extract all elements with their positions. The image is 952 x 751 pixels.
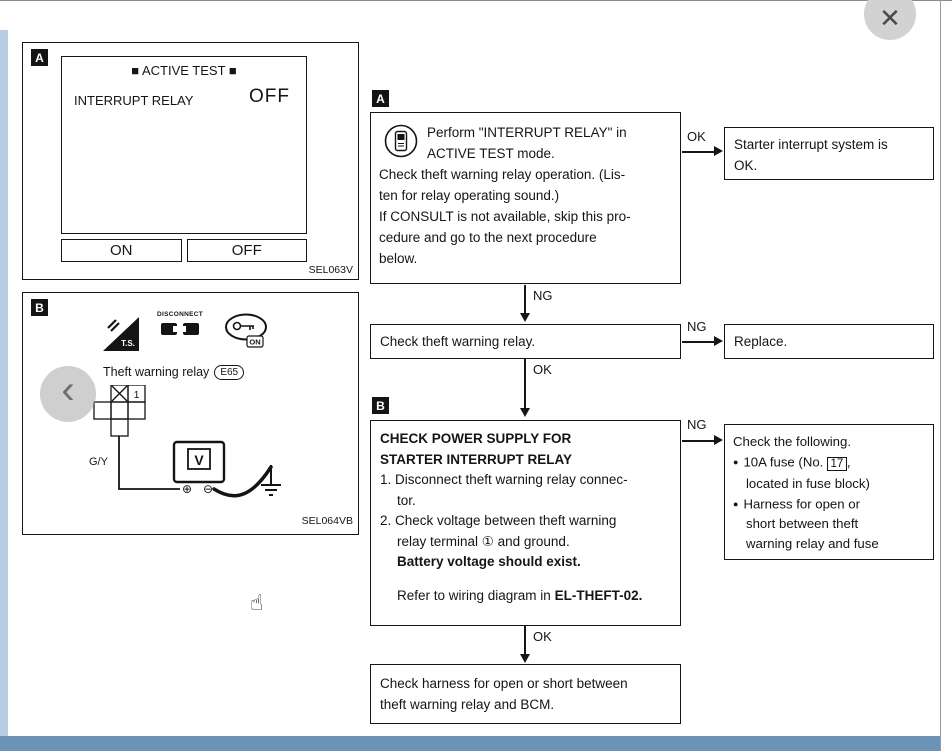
refer-text: Refer to wiring diagram in (397, 587, 555, 603)
step-line: Perform "INTERRUPT RELAY" in (427, 125, 627, 140)
step-line: 1. Disconnect theft warning relay connec- (380, 472, 628, 487)
refer-code: EL-THEFT-02. (554, 587, 643, 603)
result-line: Replace. (734, 334, 788, 349)
flow-connector (524, 626, 526, 655)
bullet-text: 10A fuse (No. (743, 454, 828, 470)
bullet-text: , (846, 454, 851, 470)
step-line: Check harness for open or short between (380, 676, 628, 691)
flow-result-check-following (724, 424, 934, 560)
flow-step-check-harness (370, 664, 681, 724)
arrow-right-icon (714, 336, 723, 346)
step-title: STARTER INTERRUPT RELAY (380, 451, 573, 467)
ok-label: OK (533, 629, 552, 644)
flow-connector (524, 285, 526, 314)
ng-label: NG (687, 417, 707, 432)
step-line: theft warning relay and BCM. (380, 697, 555, 712)
ng-label: NG (687, 319, 707, 334)
result-line: short between theft (746, 516, 859, 531)
step-line: Check theft warning relay. (380, 334, 536, 349)
arrow-down-icon (520, 313, 530, 322)
bullet-text: Harness for open or (743, 496, 860, 511)
ng-label: NG (533, 288, 553, 303)
disconnect-icon (147, 311, 213, 345)
relay-label: INTERRUPT RELAY (74, 93, 194, 108)
consult-device-icon (384, 124, 418, 161)
consult-buttons-row (61, 239, 307, 262)
step-refer-line (397, 586, 671, 607)
flow-step-consult-test (370, 112, 681, 284)
step-line: below. (379, 251, 418, 266)
step-title: CHECK POWER SUPPLY FOR (380, 431, 572, 446)
step-line: tor. (397, 492, 416, 508)
step-line: 2. Check voltage between theft warning (380, 513, 617, 528)
step-line: relay terminal ① and ground. (397, 533, 570, 549)
result-bullet-line (733, 494, 925, 515)
bottom-blue-strip (0, 736, 941, 751)
voltmeter-check-diagram (81, 385, 306, 525)
flow-connector (524, 359, 526, 409)
bullet-icon: ● (733, 457, 739, 467)
top-edge-line (0, 0, 952, 1)
flow-result-replace (724, 324, 934, 359)
arrow-down-icon (520, 408, 530, 417)
step-line: cedure and go to the next procedure (379, 230, 597, 245)
svg-text:⊖: ⊖ (202, 482, 214, 496)
panel-a-badge: A (31, 49, 48, 66)
result-bullet-line (733, 452, 925, 474)
connector-code-badge: E65 (214, 365, 244, 380)
ok-label: OK (687, 129, 706, 144)
consult-off-button: OFF (187, 239, 308, 262)
ignition-key-on-icon (223, 313, 269, 354)
flow-section-b-badge: B (372, 397, 389, 414)
relay-value: OFF (249, 86, 290, 107)
hand-cursor-icon: ☝ (250, 590, 264, 615)
flow-connector (682, 151, 715, 153)
disconnect-icon-label: DISCONNECT (157, 311, 203, 318)
close-button[interactable] (864, 0, 916, 40)
consult-on-button: ON (61, 239, 182, 262)
result-line: warning relay and fuse (746, 536, 879, 551)
bullet-icon: ● (733, 498, 739, 509)
step-line: If CONSULT is not available, skip this pro- (379, 209, 631, 224)
flow-connector (682, 440, 715, 442)
step-line: ACTIVE TEST mode. (427, 146, 555, 161)
figure-code-a: SEL063V (308, 264, 353, 276)
flow-step-power-supply (370, 420, 681, 626)
flow-result-system-ok (724, 127, 934, 180)
chevron-left-icon: ‹ (61, 367, 75, 412)
step-line: ten for relay operating sound.) (379, 188, 560, 203)
result-line: OK. (734, 158, 758, 173)
right-edge-line (940, 0, 941, 751)
close-icon: ✕ (879, 2, 901, 33)
relay-caption-line (103, 365, 244, 380)
result-line: Starter interrupt system is (734, 137, 888, 152)
step-line: Check theft warning relay operation. (Lis- (379, 167, 626, 182)
arrow-down-icon (520, 654, 530, 663)
left-blue-strip (0, 30, 8, 736)
spacer (380, 573, 671, 586)
relay-caption-text: Theft warning relay (103, 365, 210, 379)
arrow-right-icon (714, 146, 723, 156)
ok-label: OK (533, 362, 552, 377)
result-line: located in fuse block) (746, 475, 870, 491)
svg-text:1: 1 (133, 389, 140, 401)
svg-text:T.S.: T.S. (121, 339, 135, 348)
svg-text:G/Y: G/Y (89, 456, 108, 468)
panel-b-badge: B (31, 299, 48, 316)
arrow-right-icon (714, 435, 723, 445)
figure-code-b: SEL064VB (301, 515, 353, 527)
previous-page-button[interactable] (40, 366, 96, 422)
flow-connector (682, 341, 715, 343)
consult-display (61, 56, 307, 234)
fuse-number-box: 17 (827, 457, 847, 471)
svg-text:ON: ON (249, 337, 261, 347)
step-bold-note: Battery voltage should exist. (397, 554, 581, 569)
svg-text:⊕: ⊕ (181, 482, 193, 496)
flow-section-a-badge: A (372, 90, 389, 107)
active-test-title: ■ ACTIVE TEST ■ (131, 63, 237, 78)
consult-screen-panel (22, 42, 359, 280)
svg-text:V: V (194, 452, 204, 468)
ts-tool-icon (103, 315, 139, 356)
flow-step-check-relay (370, 324, 681, 359)
result-line: Check the following. (733, 434, 852, 449)
